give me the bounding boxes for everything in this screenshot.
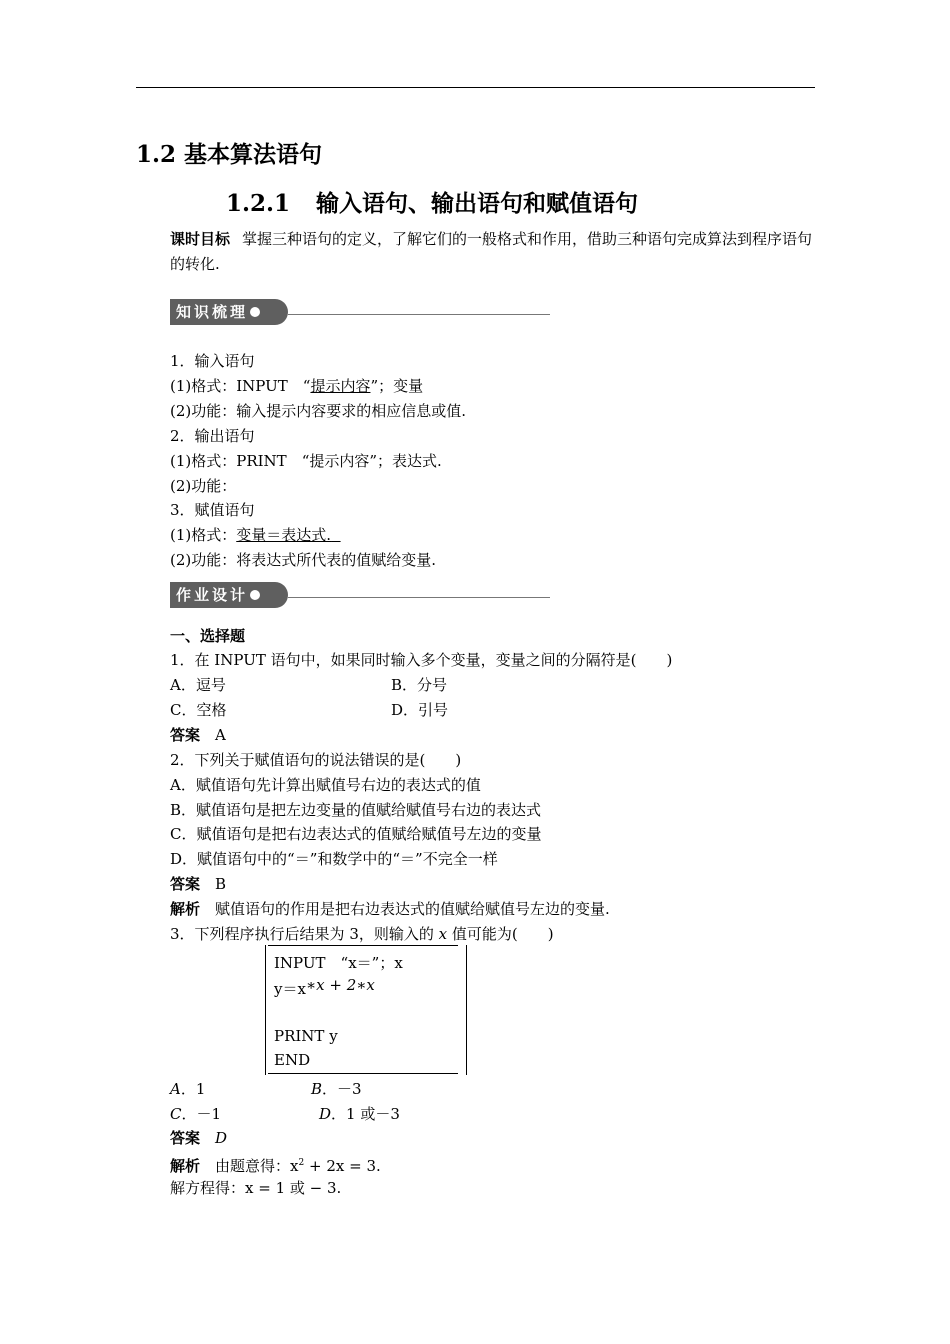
blank-format: 变量＝表达式.	[236, 526, 332, 544]
k-line-1: 1．输入语句	[170, 352, 255, 370]
q2-option-d: D．赋值语句中的“＝”和数学中的“＝”不完全一样	[170, 850, 498, 868]
hw-section: 一、选择题	[170, 627, 246, 645]
q1-stem: 1．在 INPUT 语句中，如果同时输入多个变量，变量之间的分隔符是( )	[170, 651, 673, 669]
blank-prompt: 提示内容	[310, 377, 371, 395]
lesson-goal	[170, 227, 820, 277]
q2-explanation: 解析 赋值语句的作用是把右边表达式的值赋给赋值号左边的变量.	[170, 900, 610, 918]
k-line-5: (1)格式：PRINT “提示内容”；表达式.	[170, 452, 442, 470]
q2-stem: 2．下列关于赋值语句的说法错误的是( )	[170, 751, 462, 769]
q2-option-b: B．赋值语句是把左边变量的值赋给赋值号右边的表达式	[170, 801, 542, 819]
goal-text: 掌握三种语句的定义，了解它们的一般格式和作用，借助三种语句完成算法到程序语句的转化.	[170, 230, 813, 273]
bullet-icon	[250, 590, 260, 600]
k-line-4: 2．输出语句	[170, 427, 255, 445]
q2-answer: 答案 B	[170, 875, 227, 893]
k-line-9: (2)功能：将表达式所代表的值赋给变量.	[170, 551, 437, 569]
subsection-number: 1.2.1	[226, 190, 291, 217]
k-line-7: 3．赋值语句	[170, 501, 255, 519]
code-line-2: y＝x∗x + 2∗x	[274, 976, 375, 998]
subsection-title	[226, 185, 638, 218]
homework-banner	[170, 582, 550, 608]
q1-option-a: A．逗号	[170, 676, 226, 694]
q3-answer: 答案 D	[170, 1129, 228, 1147]
bullet-icon	[250, 307, 260, 317]
top-rule	[136, 87, 815, 88]
q3-explanation: 解析 由题意得：$x^2 + 2x = 3$.	[170, 1157, 381, 1175]
knowledge-banner	[170, 299, 550, 325]
code-line-4: END	[274, 1051, 311, 1069]
section-title: 1.2 基本算法语句	[136, 141, 323, 168]
q1-answer: 答案 A	[170, 726, 226, 744]
q1-option-d: D．引号	[391, 701, 449, 719]
q1-option-b: B．分号	[391, 676, 448, 694]
q3-option-c: C．－1	[170, 1105, 222, 1123]
q3-explanation-2: 解方程得：x = 1 或 − 3.	[170, 1179, 342, 1197]
knowledge-banner-label: 知识梳理	[176, 303, 249, 321]
homework-banner-label: 作业设计	[176, 586, 249, 604]
q2-option-a: A．赋值语句先计算出赋值号右边的表达式的值	[170, 776, 481, 794]
k-line-3: (2)功能：输入提示内容要求的相应信息或值.	[170, 402, 467, 420]
code-line-1: INPUT “x＝”；x	[274, 954, 403, 972]
program-box	[265, 945, 467, 1075]
k-line-2: (1)格式：INPUT “提示内容”；变量	[170, 377, 424, 395]
q3-stem: 3．下列程序执行后结果为 3，则输入的 x 值可能为( )	[170, 925, 554, 943]
q3-option-b: B．－3	[311, 1080, 362, 1098]
k-line-8: (1)格式：变量＝表达式.	[170, 526, 332, 544]
q2-option-c: C．赋值语句是把右边表达式的值赋给赋值号左边的变量	[170, 825, 542, 843]
code-line-3: PRINT y	[274, 1027, 338, 1045]
q3-option-d: D．1 或－3	[319, 1105, 400, 1123]
q3-option-a: A．1	[170, 1080, 206, 1098]
k-line-6: (2)功能：	[170, 477, 237, 495]
goal-label: 课时目标	[170, 230, 231, 248]
subsection-text: 输入语句、输出语句和赋值语句	[316, 190, 639, 217]
q1-option-c: C．空格	[170, 701, 227, 719]
